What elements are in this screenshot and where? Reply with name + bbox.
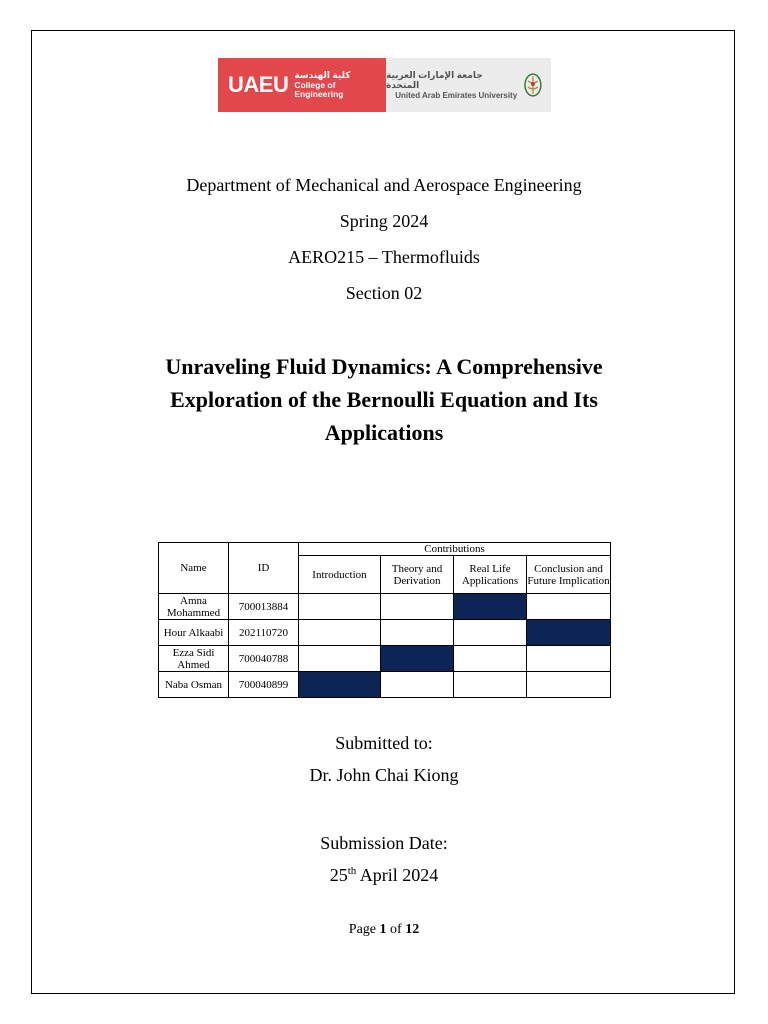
header-contributions: Contributions [299, 543, 611, 556]
contribution-cell [381, 594, 454, 620]
college-name-english: College of Engineering [294, 79, 344, 99]
member-id: 700040899 [229, 672, 299, 698]
university-name-arabic: جامعة الإمارات العربية المتحدة [386, 70, 483, 91]
table-row [159, 594, 611, 620]
contribution-cell [454, 672, 527, 698]
member-id: 700013884 [229, 594, 299, 620]
contribution-cell [299, 646, 381, 672]
contribution-cell [527, 646, 611, 672]
semester: Spring 2024 [339, 211, 429, 231]
contribution-cell [527, 620, 611, 646]
date-suffix: th [347, 865, 357, 877]
contribution-cell [527, 672, 611, 698]
header-applications: Real Life Applications [454, 556, 527, 594]
college-name-arabic: كلية الهندسة [294, 69, 351, 80]
page-total: 12 [405, 922, 420, 937]
contribution-cell [381, 646, 454, 672]
page-of: of [386, 922, 406, 937]
department-name: Department of Mechanical and Aerospace Engineering [186, 175, 582, 195]
contribution-cell [299, 672, 381, 698]
header-id: ID [229, 543, 299, 594]
table-row [159, 646, 611, 672]
university-name-english: United Arab Emirates University [395, 90, 518, 100]
member-name: Hour Alkaabi [159, 620, 229, 646]
header-theory: Theory and Derivation [381, 556, 454, 594]
header-conclusion: Conclusion and Future Implication [527, 556, 611, 594]
submission-date-label: Submission Date: [320, 833, 448, 853]
college-logo-section [218, 58, 386, 112]
member-id: 700040788 [229, 646, 299, 672]
contribution-cell [527, 594, 611, 620]
contribution-cell [299, 620, 381, 646]
submission-date [0, 865, 768, 886]
contribution-cell [299, 594, 381, 620]
uaeu-wordmark: UAEU [228, 72, 289, 97]
university-logo [218, 58, 551, 112]
instructor-name: Dr. John Chai Kiong [309, 765, 459, 785]
section-number: Section 02 [345, 283, 423, 303]
date-day: 25 [329, 865, 348, 885]
contributions-table [158, 542, 611, 698]
member-name: Naba Osman [159, 672, 229, 698]
page-word: Page [348, 922, 380, 937]
contribution-cell [381, 620, 454, 646]
contribution-cell [454, 620, 527, 646]
submitted-to-label: Submitted to: [335, 733, 433, 753]
university-logo-section [386, 58, 551, 112]
member-name: Amna Mohammed [159, 594, 229, 620]
table-row [159, 620, 611, 646]
contribution-cell [381, 672, 454, 698]
header-name: Name [159, 543, 229, 594]
member-id: 202110720 [229, 620, 299, 646]
contribution-cell [454, 646, 527, 672]
report-title: Unraveling Fluid Dynamics: A Comprehensive Exploration of the Bernoulli Equation and Its Applications [165, 354, 603, 445]
header-introduction: Introduction [299, 556, 381, 594]
course-name: AERO215 – Thermofluids [288, 247, 480, 267]
member-name: Ezza Sidi Ahmed [159, 646, 229, 672]
university-emblem-icon [523, 72, 543, 98]
contribution-cell [454, 594, 527, 620]
date-rest: April 2024 [356, 865, 439, 885]
page-current: 1 [379, 922, 387, 937]
table-row [159, 672, 611, 698]
page-number [0, 922, 768, 938]
